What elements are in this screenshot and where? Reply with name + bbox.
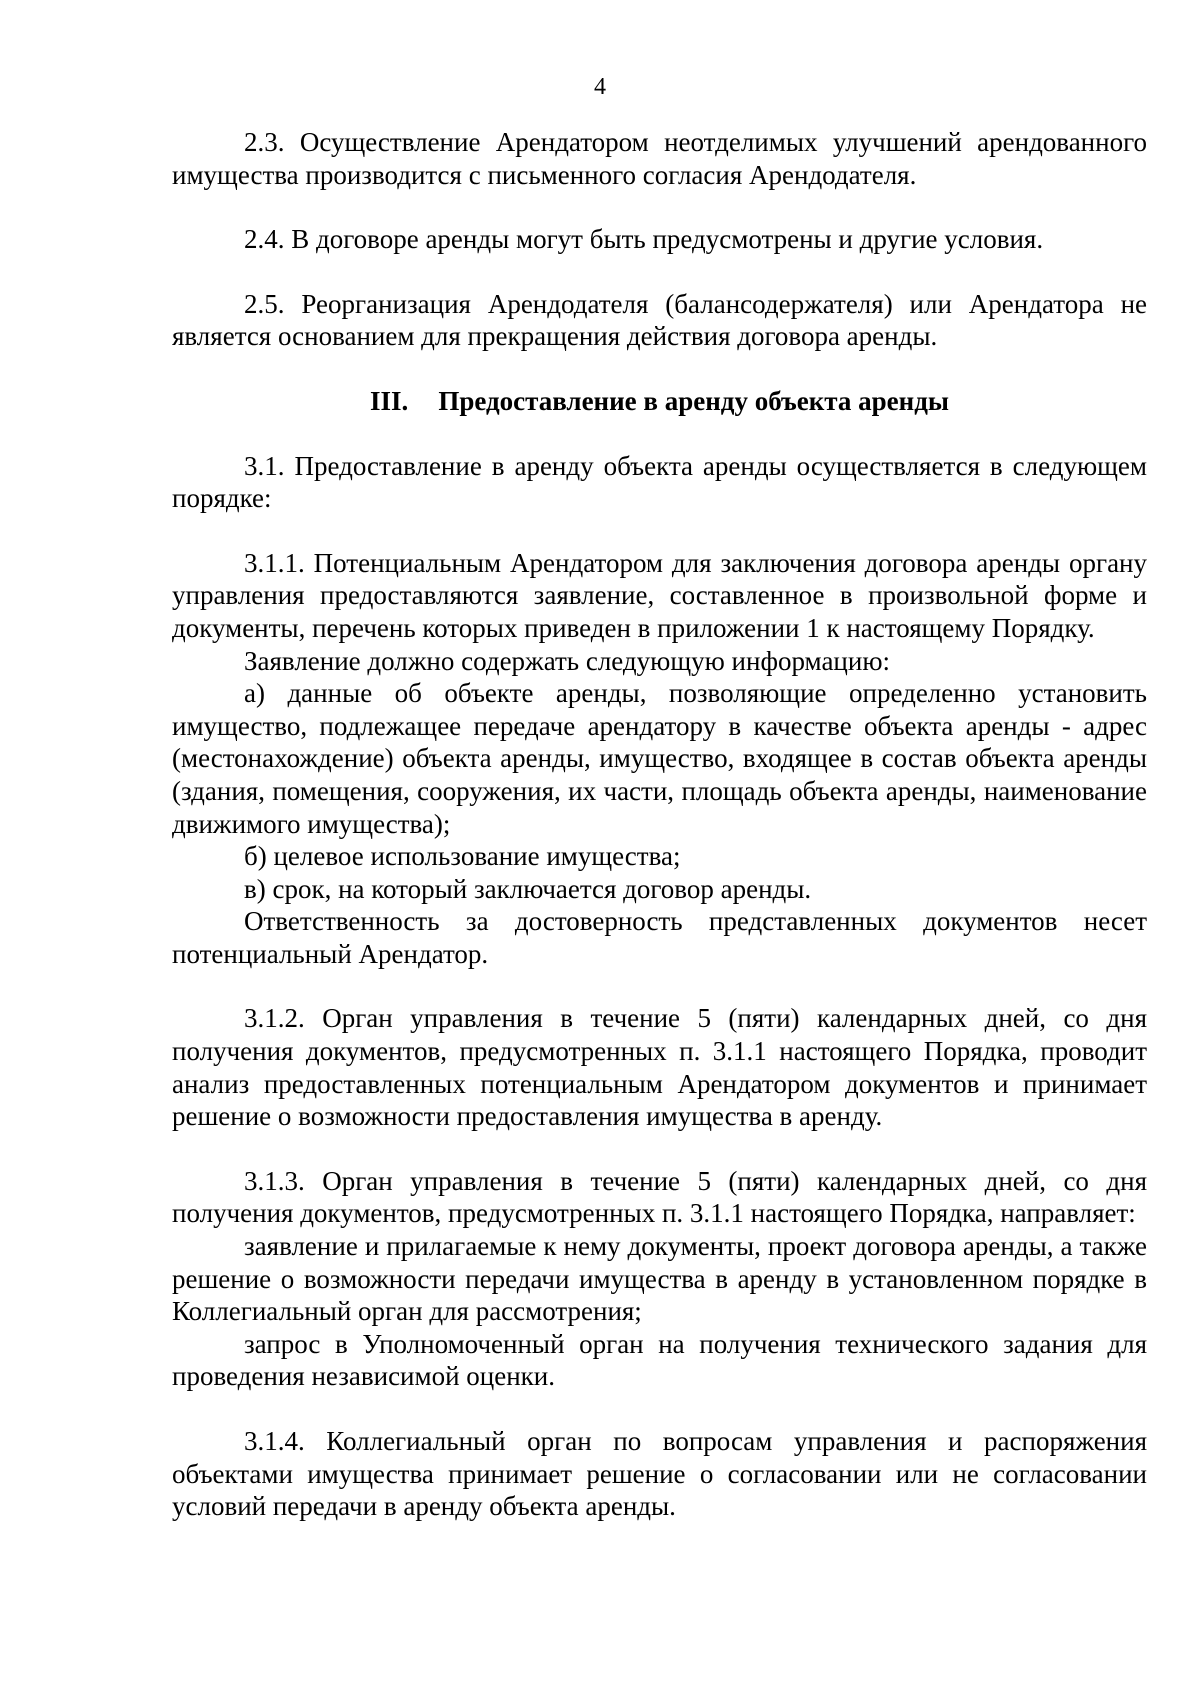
paragraph-3-1: 3.1. Предоставление в аренду объекта аренды осуществляется в следующем порядке: bbox=[172, 450, 1147, 514]
paragraph-3-1-3: 3.1.3. Орган управления в течение 5 (пяти) календарных дней, со дня получения документов, предусмотренных п. 3.1.1 настоящего Порядка, направляет: bbox=[172, 1165, 1147, 1229]
paragraph-3-1-3-a: заявление и прилагаемые к нему документы, проект договора аренды, а также решение о возможности передачи имущества в аренду в установленном порядке в Коллегиальный орган для рассмотрения; bbox=[172, 1231, 1147, 1327]
section-heading-number: III. bbox=[370, 385, 409, 416]
paragraph-3-1-1-b: б) целевое использование имущества; bbox=[244, 841, 681, 872]
paragraph-3-1-1-responsibility: Ответственность за достоверность представленных документов несет потенциальный Арендатор. bbox=[172, 906, 1147, 969]
paragraph-3-1-3-b: запрос в Уполномоченный орган на получения технического задания для проведения независимой оценки. bbox=[172, 1328, 1147, 1392]
paragraph-3-1-2: 3.1.2. Орган управления в течение 5 (пяти) календарных дней, со дня получения документов, предусмотренных п. 3.1.1 настоящего Порядка, проводит анализ предоставленных потенциальным Арендатором документов и принимает решение о возможности предоставления имущества в аренду. bbox=[172, 1003, 1147, 1132]
document-body bbox=[172, 126, 1147, 1523]
paragraph-gap bbox=[172, 353, 1147, 385]
paragraph-3-1-1-c: в) срок, на который заключается договор аренды. bbox=[244, 873, 812, 904]
paragraph-gap bbox=[172, 191, 1147, 223]
paragraph-3-1-1: 3.1.1. Потенциальным Арендатором для заключения договора аренды органу управления предоставляются заявление, составленное в произвольной форме и документы, перечень которых приведен в приложении 1 к настоящему Порядку. bbox=[172, 547, 1147, 643]
paragraph-2-4: 2.4. В договоре аренды могут быть предусмотрены и другие условия. bbox=[244, 224, 1044, 255]
paragraph-gap bbox=[172, 1393, 1147, 1425]
paragraph-gap bbox=[172, 515, 1147, 547]
paragraph-3-1-4: 3.1.4. Коллегиальный орган по вопросам управления и распоряжения объектами имущества принимает решение о согласовании или не согласовании условий передачи в аренду объекта аренды. bbox=[172, 1426, 1147, 1522]
paragraph-2-5: 2.5. Реорганизация Арендодателя (балансодержателя) или Арендатора не является основанием для прекращения действия договора аренды. bbox=[172, 288, 1147, 352]
paragraph-gap bbox=[172, 1133, 1147, 1165]
paragraph-gap bbox=[172, 256, 1147, 288]
page-number: 4 bbox=[594, 74, 606, 100]
paragraph-gap bbox=[172, 970, 1147, 1002]
paragraph-gap bbox=[172, 418, 1147, 450]
paragraph-3-1-1-intro: Заявление должно содержать следующую информацию: bbox=[244, 645, 890, 676]
section-heading bbox=[172, 385, 1147, 418]
section-heading-title: Предоставление в аренду объекта аренды bbox=[438, 385, 949, 416]
paragraph-3-1-1-a: а) данные об объекте аренды, позволяющие определенно установить имущество, подлежащее передаче арендатору в качестве объекта аренды - адрес (местонахождение) объекта аренды, имущество, входящее в состав объекта аренды (здания, помещения, сооружения, их части, площадь объекта аренды, наименование движимого имущества); bbox=[172, 678, 1147, 839]
paragraph-2-3: 2.3. Осуществление Арендатором неотделимых улучшений арендованного имущества производится с письменного согласия Арендодателя. bbox=[172, 127, 1147, 190]
